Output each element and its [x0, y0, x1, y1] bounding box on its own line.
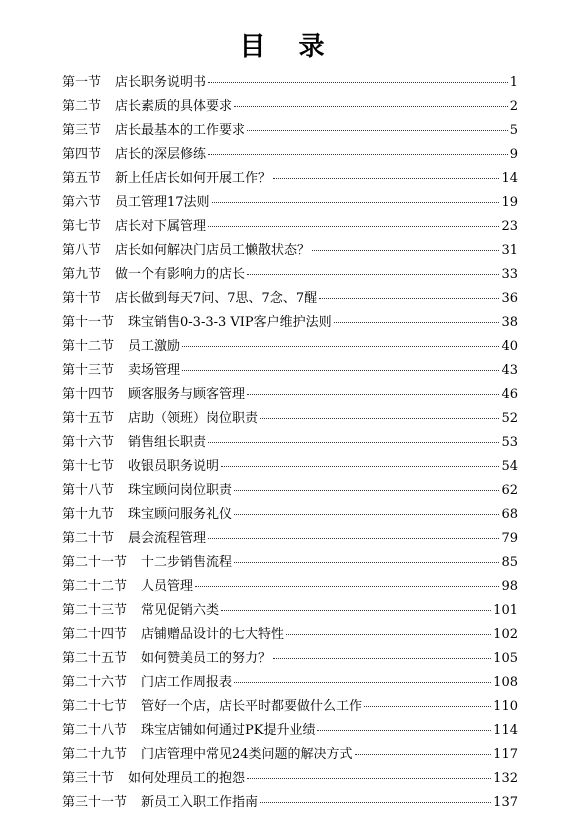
toc-entry-page-number: 33 [501, 267, 518, 282]
toc-entry-section-number: 第二十七节 [62, 699, 128, 714]
toc-dot-leader [221, 466, 499, 467]
toc-entry-section-number: 第十七节 [62, 459, 115, 474]
toc-entry[interactable] [62, 95, 518, 119]
toc-entry-section-number: 第四节 [62, 147, 102, 162]
toc-entry[interactable] [62, 383, 518, 407]
toc-entry-title: 门店工作周报表 [141, 675, 233, 690]
toc-entry[interactable] [62, 359, 518, 383]
toc-entry[interactable] [62, 791, 518, 815]
toc-entry-section-number: 第二节 [62, 99, 102, 114]
toc-entry-title: 顾客服务与顾客管理 [128, 387, 246, 402]
toc-entry-title: 销售组长职责 [128, 435, 207, 450]
toc-dot-leader [334, 322, 500, 323]
toc-entry-page-number: 19 [501, 195, 518, 210]
toc-entry-section-number: 第二十八节 [62, 723, 128, 738]
toc-dot-leader [260, 802, 491, 803]
toc-entry[interactable] [62, 119, 518, 143]
toc-entry[interactable] [62, 191, 518, 215]
toc-entry-page-number: 105 [493, 651, 518, 666]
toc-entry[interactable] [62, 287, 518, 311]
toc-entry-section-number: 第十二节 [62, 339, 115, 354]
toc-entry-page-number: 9 [509, 147, 518, 162]
toc-entry-title: 如何处理员工的抱怨 [128, 771, 246, 786]
toc-entry-title: 店铺赠品设计的七大特性 [141, 627, 285, 642]
toc-entry-title: 珠宝销售0-3-3-3 VIP客户维护法则 [128, 315, 332, 330]
toc-entry-page-number: 52 [501, 411, 518, 426]
toc-entry[interactable] [62, 647, 518, 671]
toc-entry-page-number: 40 [501, 339, 518, 354]
toc-entry-title: 店长职务说明书 [115, 75, 207, 90]
toc-dot-leader [208, 82, 508, 83]
toc-entry-section-number: 第十五节 [62, 411, 115, 426]
toc-dot-leader [247, 274, 499, 275]
toc-dot-leader [182, 370, 499, 371]
toc-entry-page-number: 98 [501, 579, 518, 594]
toc-entry-page-number: 117 [493, 747, 518, 762]
toc-entry-page-number: 110 [493, 699, 518, 714]
toc-entry-page-number: 36 [501, 291, 518, 306]
toc-entry-page-number: 68 [501, 507, 518, 522]
toc-dot-leader [273, 658, 491, 659]
toc-entry-page-number: 85 [501, 555, 518, 570]
toc-entry-title: 如何赞美员工的努力？ [141, 651, 272, 666]
toc-entry-page-number: 43 [501, 363, 518, 378]
toc-entry-title: 常见促销六类 [141, 603, 220, 618]
toc-entry[interactable] [62, 143, 518, 167]
toc-entry-section-number: 第二十九节 [62, 747, 128, 762]
toc-entry-title: 人员管理 [141, 579, 194, 594]
toc-entry-section-number: 第三十节 [62, 771, 115, 786]
toc-entry[interactable] [62, 455, 518, 479]
toc-dot-leader [234, 682, 491, 683]
toc-entry-section-number: 第二十五节 [62, 651, 128, 666]
toc-entry[interactable] [62, 407, 518, 431]
toc-entry-section-number: 第十九节 [62, 507, 115, 522]
toc-dot-leader [247, 778, 491, 779]
toc-entry[interactable] [62, 575, 518, 599]
toc-entry-title: 卖场管理 [128, 363, 181, 378]
toc-entry[interactable] [62, 311, 518, 335]
toc-dot-leader [364, 706, 491, 707]
toc-dot-leader [312, 250, 499, 251]
toc-entry-page-number: 14 [501, 171, 518, 186]
toc-entry[interactable] [62, 527, 518, 551]
toc-entry[interactable] [62, 263, 518, 287]
toc-entry-section-number: 第六节 [62, 195, 102, 210]
toc-entry[interactable] [62, 767, 518, 791]
toc-entry-page-number: 132 [493, 771, 518, 786]
toc-dot-leader [208, 226, 499, 227]
toc-entry[interactable] [62, 215, 518, 239]
toc-entry-title: 店长如何解决门店员工懒散状态？ [115, 243, 311, 258]
toc-entry-section-number: 第二十三节 [62, 603, 128, 618]
toc-dot-leader [182, 346, 499, 347]
toc-entry-title: 店长最基本的工作要求 [115, 123, 246, 138]
toc-dot-leader [208, 442, 499, 443]
toc-dot-leader [234, 106, 508, 107]
toc-entry[interactable] [62, 719, 518, 743]
toc-entry-section-number: 第九节 [62, 267, 102, 282]
toc-entry-section-number: 第二十节 [62, 531, 115, 546]
toc-entry-title: 店长做到每天7问、7思、7念、7醒 [115, 291, 318, 306]
toc-entry-title: 珠宝店铺如何通过PK提升业绩 [141, 723, 316, 738]
toc-entry[interactable] [62, 551, 518, 575]
toc-entry-page-number: 31 [501, 243, 518, 258]
toc-entry[interactable] [62, 623, 518, 647]
toc-entry[interactable] [62, 503, 518, 527]
toc-entry-page-number: 102 [493, 627, 518, 642]
toc-entry[interactable] [62, 167, 518, 191]
toc-entry-page-number: 101 [493, 603, 518, 618]
toc-entry-page-number: 114 [493, 723, 518, 738]
toc-entry-page-number: 1 [509, 75, 518, 90]
toc-entry[interactable] [62, 431, 518, 455]
toc-entry-section-number: 第三十一节 [62, 795, 128, 810]
toc-dot-leader [234, 514, 499, 515]
toc-entry-title: 门店管理中常见24类问题的解决方式 [141, 747, 353, 762]
toc-entry-page-number: 137 [493, 795, 518, 810]
toc-dot-leader [286, 634, 491, 635]
toc-entry-title: 珠宝顾问岗位职责 [128, 483, 233, 498]
toc-entry-section-number: 第十节 [62, 291, 102, 306]
toc-entry-title: 晨会流程管理 [128, 531, 207, 546]
toc-entry[interactable] [62, 695, 518, 719]
toc-entry-section-number: 第十六节 [62, 435, 115, 450]
toc-dot-leader [212, 202, 500, 203]
toc-entry-section-number: 第二十一节 [62, 555, 128, 570]
toc-entry-page-number: 108 [493, 675, 518, 690]
toc-dot-leader [319, 298, 499, 299]
toc-entry-title: 店助（领班）岗位职责 [128, 411, 259, 426]
toc-dot-leader [208, 538, 499, 539]
toc-entry-page-number: 62 [501, 483, 518, 498]
toc-entry[interactable] [62, 743, 518, 767]
toc-entry-section-number: 第二十六节 [62, 675, 128, 690]
toc-entry[interactable] [62, 239, 518, 263]
toc-dot-leader [221, 610, 491, 611]
toc-entry[interactable] [62, 599, 518, 623]
toc-entry-page-number: 5 [509, 123, 518, 138]
toc-entry-title: 店长对下属管理 [115, 219, 207, 234]
toc-entry-page-number: 54 [501, 459, 518, 474]
toc-entry-title: 做一个有影响力的店长 [115, 267, 246, 282]
toc-entry-title: 员工管理17法则 [115, 195, 210, 210]
toc-dot-leader [195, 586, 499, 587]
toc-entry-title: 珠宝顾问服务礼仪 [128, 507, 233, 522]
toc-entry-page-number: 79 [501, 531, 518, 546]
toc-entry-title: 十二步销售流程 [141, 555, 233, 570]
toc-entry-title: 店长素质的具体要求 [115, 99, 233, 114]
toc-entry[interactable] [62, 335, 518, 359]
toc-entry[interactable] [62, 71, 518, 95]
toc-entry-section-number: 第一节 [62, 75, 102, 90]
toc-entry-section-number: 第十一节 [62, 315, 115, 330]
toc-entry-title: 新员工入职工作指南 [141, 795, 259, 810]
toc-entry-page-number: 38 [501, 315, 518, 330]
toc-dot-leader [208, 154, 508, 155]
toc-entry-section-number: 第二十四节 [62, 627, 128, 642]
toc-dot-leader [247, 394, 499, 395]
toc-entry-section-number: 第十三节 [62, 363, 115, 378]
table-of-contents [62, 71, 518, 815]
toc-dot-leader [260, 418, 499, 419]
toc-entry-section-number: 第五节 [62, 171, 102, 186]
toc-entry-page-number: 23 [501, 219, 518, 234]
toc-entry-section-number: 第八节 [62, 243, 102, 258]
toc-entry-page-number: 2 [509, 99, 518, 114]
toc-dot-leader [234, 490, 499, 491]
toc-entry-section-number: 第十八节 [62, 483, 115, 498]
toc-dot-leader [355, 754, 492, 755]
toc-entry-section-number: 第三节 [62, 123, 102, 138]
toc-entry-section-number: 第七节 [62, 219, 102, 234]
toc-entry-title: 员工激励 [128, 339, 181, 354]
toc-entry-title: 新上任店长如何开展工作？ [115, 171, 272, 186]
toc-dot-leader [234, 562, 499, 563]
toc-entry-section-number: 第十四节 [62, 387, 115, 402]
toc-entry-title: 店长的深层修练 [115, 147, 207, 162]
toc-dot-leader [273, 178, 499, 179]
toc-entry[interactable] [62, 671, 518, 695]
toc-entry-section-number: 第二十二节 [62, 579, 128, 594]
page-title: 目 录 [239, 32, 337, 62]
toc-entry-title: 管好一个店，店长平时都要做什么工作 [141, 699, 363, 714]
toc-entry-title: 收银员职务说明 [128, 459, 220, 474]
toc-dot-leader [317, 730, 491, 731]
toc-entry-page-number: 46 [501, 387, 518, 402]
toc-dot-leader [247, 130, 508, 131]
toc-entry[interactable] [62, 479, 518, 503]
toc-entry-page-number: 53 [501, 435, 518, 450]
